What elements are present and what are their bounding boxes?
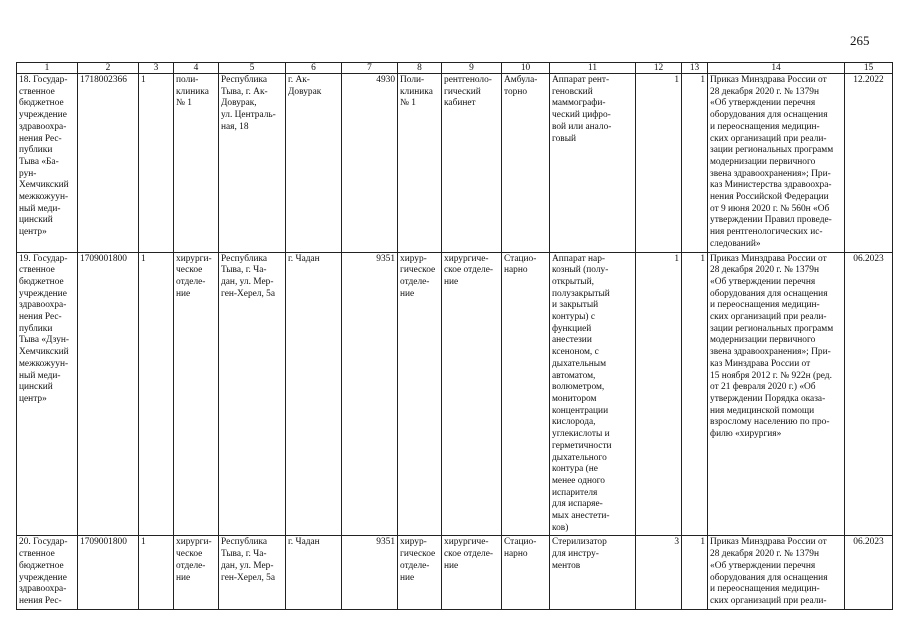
city-cell: г. Чадан xyxy=(288,253,320,264)
column-header: 12 xyxy=(636,63,682,74)
column-header: 4 xyxy=(174,63,219,74)
column-header: 5 xyxy=(219,63,286,74)
col7-number-cell: 9351 xyxy=(376,537,395,548)
page-number: 265 xyxy=(850,33,870,48)
equipment-cell: Стерилизатор для инстру- ментов xyxy=(552,537,607,571)
column-header: 3 xyxy=(139,63,174,74)
room-cell: хирургиче- ское отделе- ние xyxy=(444,537,493,571)
column-header: 10 xyxy=(502,63,550,74)
quantity-cell: 1 xyxy=(674,253,679,264)
col3-cell: 1 xyxy=(141,253,146,264)
organization-cell: 18. Государ- ственное бюджетное учреждение здравоохра- нения Рес- публики Тыва «Ба- рун- Хемчикский межкожуун- ный меди- цинский центр» xyxy=(19,75,69,238)
care-form-cell: Амбула- торно xyxy=(504,75,538,97)
date-cell: 12.2022 xyxy=(853,75,884,85)
column-header: 13 xyxy=(682,63,708,74)
col3-cell: 1 xyxy=(141,537,146,548)
unit-cell: хирур- гическое отделе- ние xyxy=(400,253,436,299)
division-cell: поли- клиника № 1 xyxy=(176,75,209,109)
table-row xyxy=(17,536,893,609)
date-cell: 06.2023 xyxy=(853,253,884,264)
room-cell: рентгеноло- гический кабинет xyxy=(444,75,492,109)
date-cell: 06.2023 xyxy=(853,537,884,548)
address-cell: Республика Тыва, г. Ча- дан, ул. Мер- ген-Херел, 5а xyxy=(221,253,276,299)
col13-cell: 1 xyxy=(700,253,705,264)
col13-cell: 1 xyxy=(700,537,705,548)
regulation-cell: Приказ Минздрава России от 28 декабря 2020 г. № 1379н «Об утверждении перечня оборудования для оснащения и переоснащения медицин- ских организаций при реали- зации региональных программ модернизации первичного звена здравоохранения»; При- каз Министерства здравоохра- нения Российской Федерации от 9 июня 2020 г. № 560н «Об утверждении Правил проведе- ния рентгенологических ис- следований» xyxy=(710,75,834,249)
city-cell: г. Ак- Довурак xyxy=(288,75,322,97)
organization-cell: 20. Государ- ственное бюджетное учреждение здравоохра- нения Рес- xyxy=(19,537,68,606)
regulation-cell: Приказ Минздрава России от 28 декабря 2020 г. № 1379н «Об утверждении перечня оборудования для оснащения и переоснащения медицин- ских организаций при реали- зации региональных программ модернизации первичного звена здравоохранения»; При- каз Минздрава России от 15 ноября 2012 г. № 922н (ред. от 21 февраля 2020 г.) «Об утверждении Порядка оказа- ния медицинской помощи взрослому населению по про- филю «хирургия» xyxy=(710,253,834,440)
city-cell: г. Чадан xyxy=(288,537,320,548)
column-header: 7 xyxy=(342,63,398,74)
col7-number-cell: 4930 xyxy=(376,75,395,85)
col13-cell: 1 xyxy=(700,75,705,85)
regulation-cell: Приказ Минздрава России от 28 декабря 2020 г. № 1379н «Об утверждении перечня оборудования для оснащения и переоснащения медицин- ских организаций при реали- xyxy=(710,537,828,606)
column-header: 14 xyxy=(708,63,845,74)
inn-cell: 1709001800 xyxy=(80,253,127,264)
address-cell: Республика Тыва, г. Ак- Довурак, ул. Централь- ная, 18 xyxy=(221,75,276,132)
column-header: 15 xyxy=(845,63,893,74)
column-header: 8 xyxy=(398,63,442,74)
inn-cell: 1709001800 xyxy=(80,537,127,548)
inn-cell: 1718002366 xyxy=(80,75,127,85)
quantity-cell: 1 xyxy=(674,75,679,85)
column-header: 1 xyxy=(17,63,78,74)
address-cell: Республика Тыва, г. Ча- дан, ул. Мер- ген-Херел, 5а xyxy=(221,537,276,583)
table-row xyxy=(17,252,893,536)
quantity-cell: 3 xyxy=(674,537,679,548)
unit-cell: Поли- клиника № 1 xyxy=(400,75,433,109)
division-cell: хирурги- ческое отделе- ние xyxy=(176,253,212,299)
organization-cell: 19. Государ- ственное бюджетное учреждение здравоохра- нения Рес- публики Тыва «Дзун- Хемчикский межкожуун- ный меди- цинский центр» xyxy=(19,253,70,404)
division-cell: хирурги- ческое отделе- ние xyxy=(176,537,212,583)
column-number-row xyxy=(17,63,893,74)
col7-number-cell: 9351 xyxy=(376,253,395,264)
column-header: 2 xyxy=(78,63,139,74)
care-form-cell: Стацио- нарно xyxy=(504,253,537,276)
equipment-cell: Аппарат рент- геновский маммографи- ческий цифро- вой или анало- говый xyxy=(552,75,612,144)
column-header: 9 xyxy=(442,63,502,74)
table-row xyxy=(17,74,893,253)
unit-cell: хирур- гическое отделе- ние xyxy=(400,537,436,583)
equipment-cell: Аппарат нар- козный (полу- открытый, полузакрытый и закрытый контуры) с функцией анестезии ксеноном, с дыхательным автоматом, волюметром, монитором концентрации кислорода, углекислоты и герметичности дыхательного контура (не менее одного испарителя для испаряе- мых анестети- ков) xyxy=(552,253,612,533)
equipment-table xyxy=(16,62,893,610)
col3-cell: 1 xyxy=(141,75,146,85)
care-form-cell: Стацио- нарно xyxy=(504,537,537,560)
room-cell: хирургиче- ское отделе- ние xyxy=(444,253,493,287)
column-header: 6 xyxy=(286,63,342,74)
column-header: 11 xyxy=(550,63,636,74)
